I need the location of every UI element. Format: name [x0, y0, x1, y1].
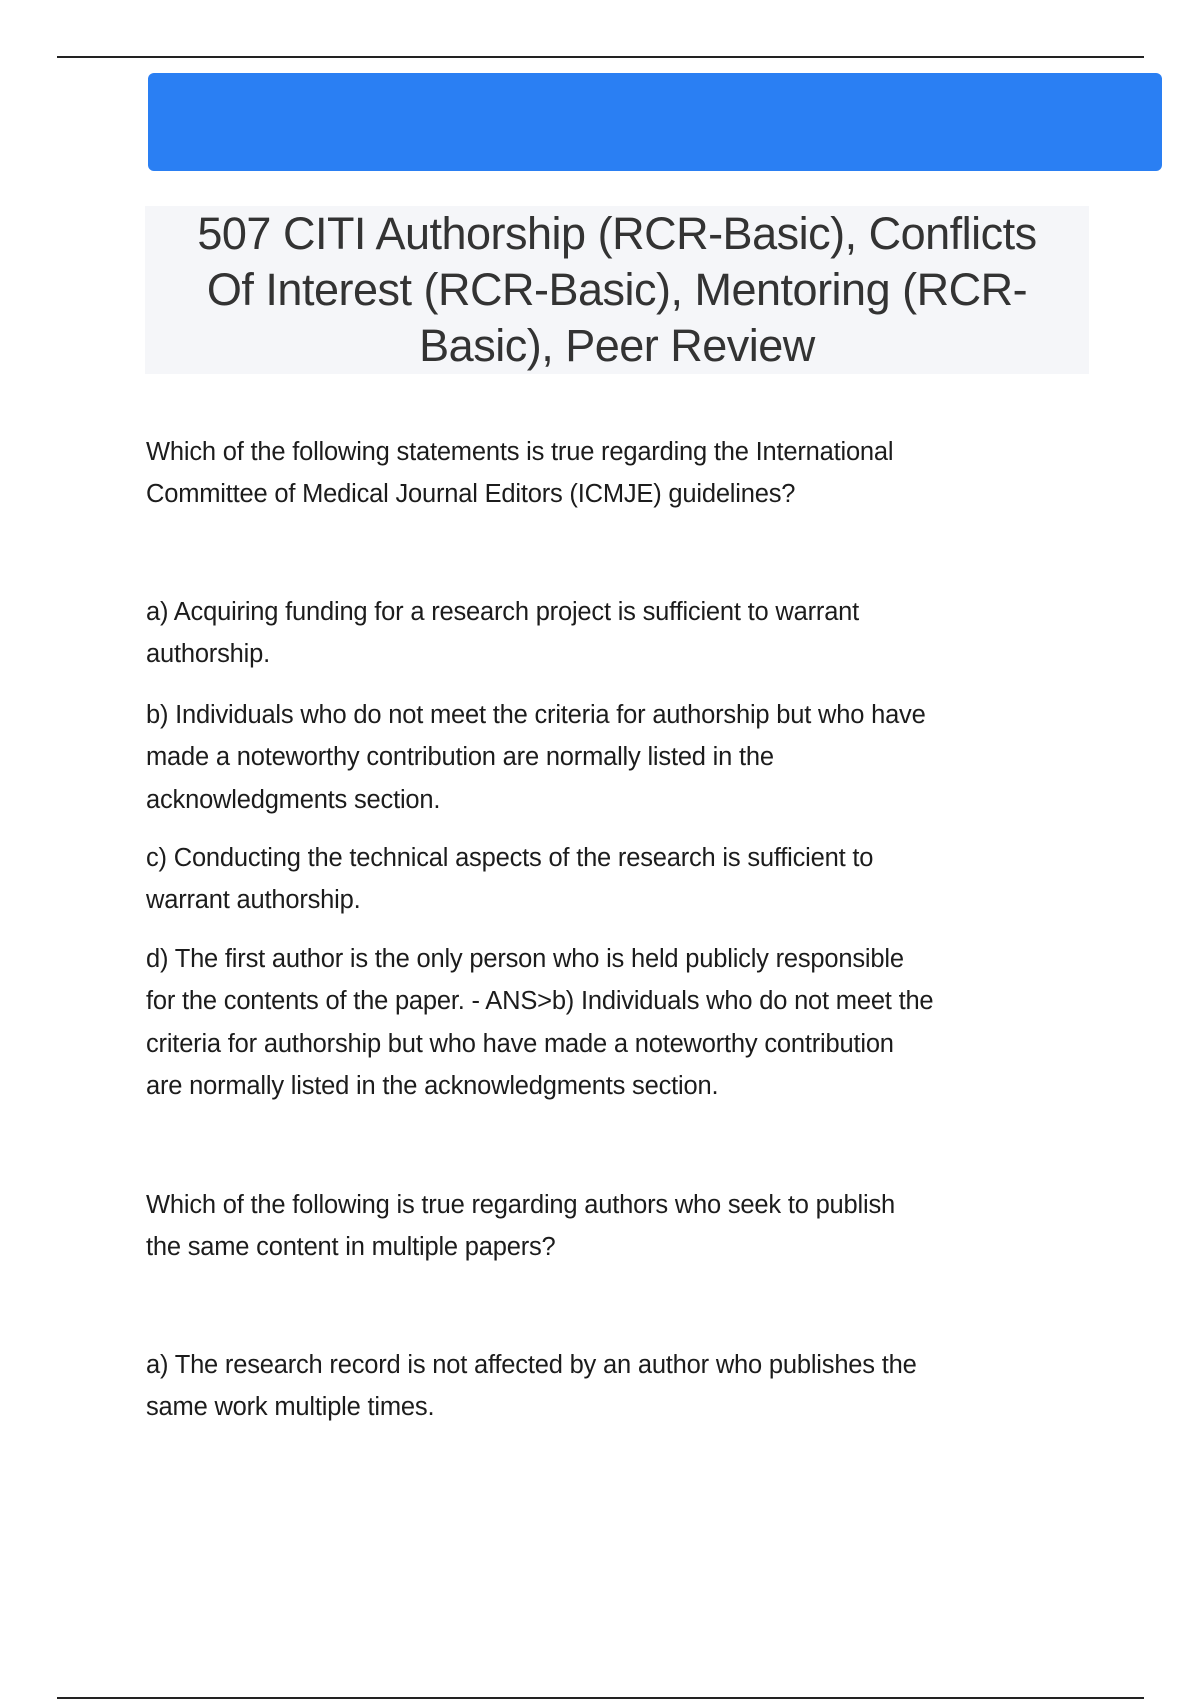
text-line: b) Individuals who do not meet the criteria for authorship but who have [146, 701, 926, 729]
q1-option-b [146, 694, 926, 821]
text-line: same work multiple times. [146, 1393, 435, 1422]
text-line: c) Conducting the technical aspects of the research is sufficient to [146, 844, 874, 872]
question-1 [146, 431, 893, 516]
title-line: Of Interest (RCR-Basic), Mentoring (RCR- [206, 264, 1028, 315]
text-line: d) The first author is the only person who is held publicly responsible [146, 945, 904, 973]
text-line: authorship. [146, 640, 270, 669]
header-banner [148, 73, 1162, 171]
q1-option-c [146, 837, 873, 922]
text-line: are normally listed in the acknowledgments section. [146, 1072, 719, 1101]
text-line: warrant authorship. [146, 886, 361, 915]
top-rule [57, 56, 1144, 58]
question-2 [146, 1184, 895, 1269]
text-line: a) The research record is not affected by an author who publishes the [146, 1351, 917, 1379]
text-line: criteria for authorship but who have made a noteworthy contribution [146, 1029, 894, 1058]
title-line: 507 CITI Authorship (RCR-Basic), Conflicts [197, 208, 1037, 259]
title-line: Basic), Peer Review [419, 320, 815, 371]
text-line: a) Acquiring funding for a research project is sufficient to warrant [146, 598, 860, 626]
q2-option-a [146, 1344, 917, 1429]
q1-option-a [146, 591, 859, 676]
bottom-rule [57, 1697, 1144, 1699]
text-line: acknowledgments section. [146, 785, 441, 814]
text-line: made a noteworthy contribution are normally listed in the [146, 743, 774, 772]
text-line: Committee of Medical Journal Editors (ICMJE) guidelines? [146, 480, 796, 509]
q1-option-d-answer [146, 938, 933, 1108]
text-line: Which of the following is true regarding authors who seek to publish [146, 1191, 895, 1219]
text-line: Which of the following statements is true regarding the International [146, 438, 894, 466]
text-line: for the contents of the paper. - ANS>b) Individuals who do not meet the [146, 987, 934, 1016]
document-title [145, 206, 1089, 374]
text-line: the same content in multiple papers? [146, 1233, 556, 1262]
